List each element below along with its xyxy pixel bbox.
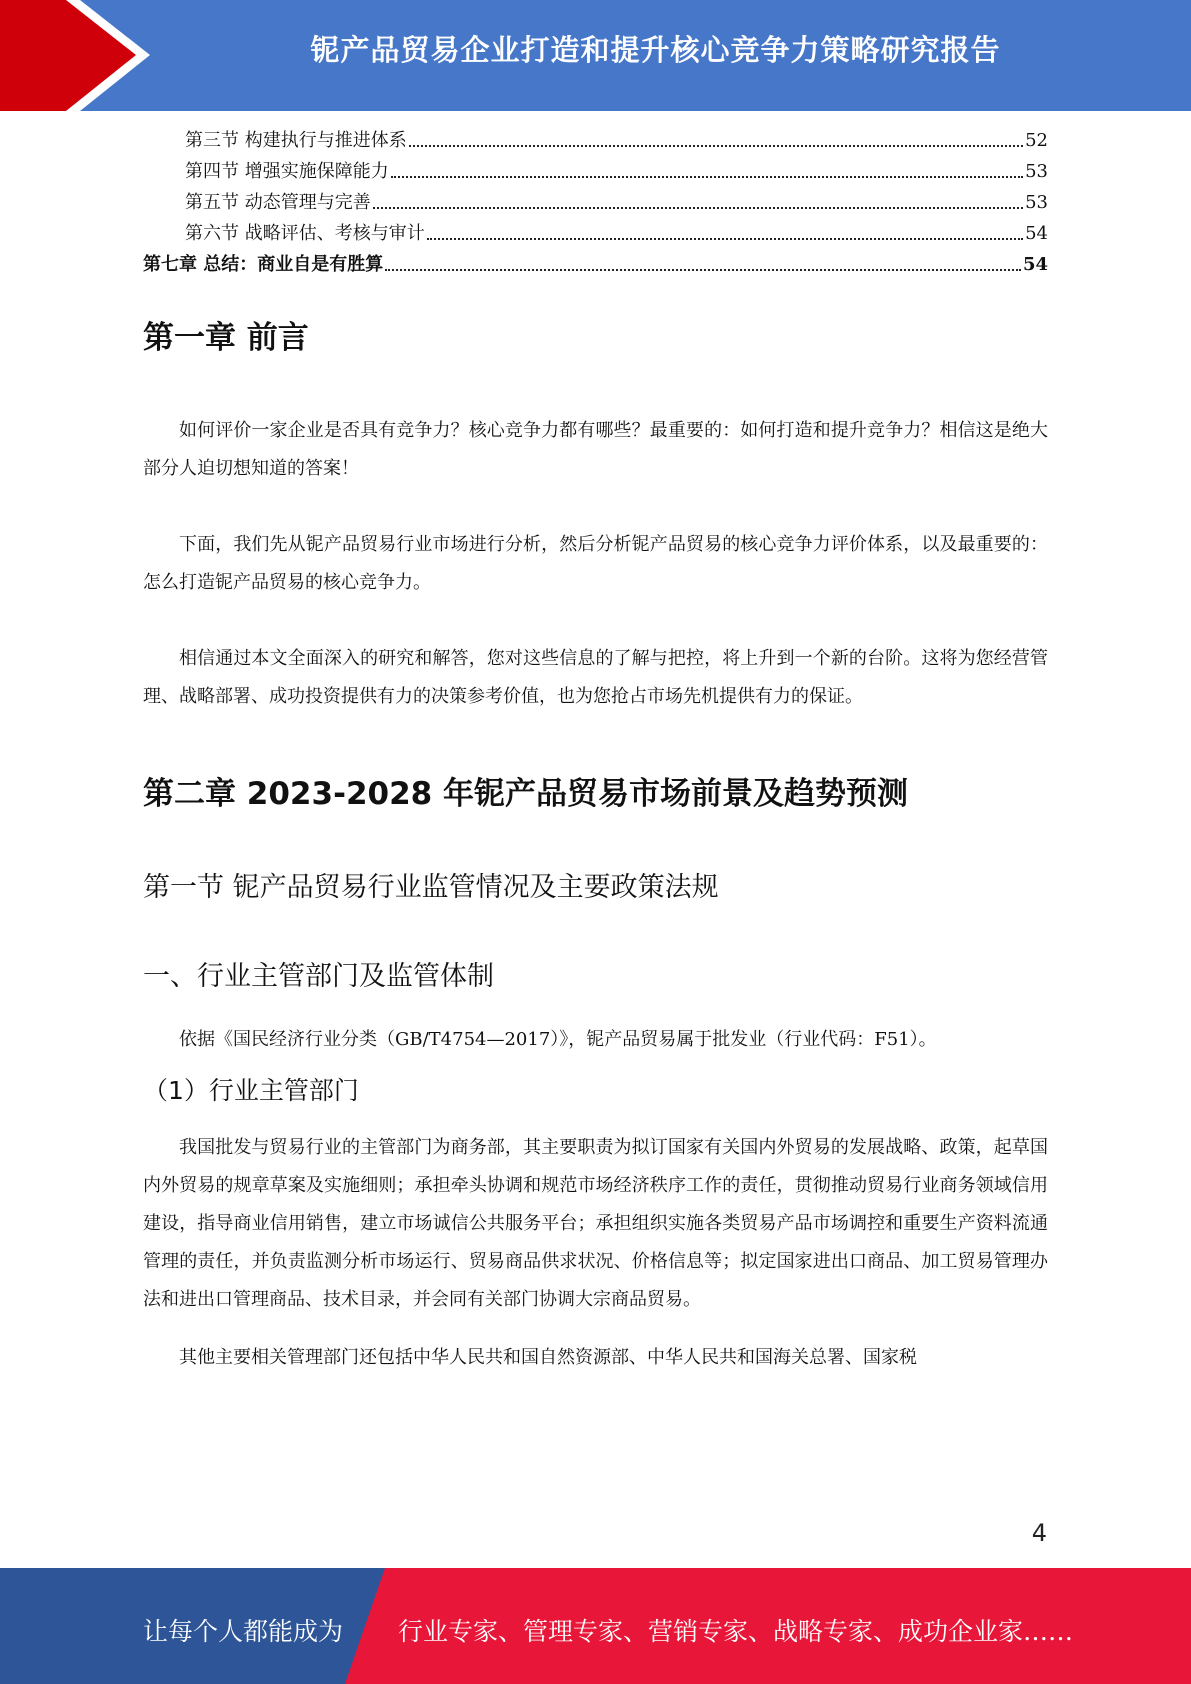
toc-leader-dots [409,145,1023,147]
toc-entry-label: 第四节 增强实施保障能力 [185,161,389,182]
toc-entry-page: 53 [1025,161,1048,182]
table-of-contents [143,125,1048,280]
footer-slogan-right: 行业专家、管理专家、营销专家、战略专家、成功企业家…… [398,1617,1074,1646]
body-paragraph: 如何评价一家企业是否具有竞争力？核心竞争力都有哪些？最重要的：如何打造和提升竞争力？相信这是绝大部分人迫切想知道的答案！ [143,420,1048,479]
toc-leader-dots [385,269,1021,271]
item-heading: （1）行业主管部门 [143,1076,359,1105]
page-header [0,0,1191,111]
footer-slogan-left: 让每个人都能成为 [143,1617,344,1646]
toc-entry-page: 52 [1025,130,1048,151]
chapter-1-heading: 第一章 前言 [143,320,309,356]
body-paragraph: 下面，我们先从铌产品贸易行业市场进行分析，然后分析铌产品贸易的核心竞争力评价体系，以及最重要的：怎么打造铌产品贸易的核心竞争力。 [143,534,1048,593]
toc-entry-page: 54 [1022,254,1048,275]
page-number: 4 [1031,1519,1047,1547]
body-paragraph: 依据《国民经济行业分类（GB/T4754—2017）》，铌产品贸易属于批发业（行业代码：F51）。 [179,1029,937,1050]
toc-entry-label: 第七章 总结：商业自是有胜算 [143,254,384,275]
subsection-heading: 一、行业主管部门及监管体制 [143,961,494,992]
body-paragraph: 我国批发与贸易行业的主管部门为商务部，其主要职责为拟订国家有关国内外贸易的发展战略、政策，起草国内外贸易的规章草案及实施细则；承担牵头协调和规范市场经济秩序工作的责任，贯彻推动贸易行业商务领域信用建设，指导商业信用销售，建立市场诚信公共服务平台；承担组织实施各类贸易产品市场调控和重要生产资料流通管理的责任，并负责监测分析市场运行、贸易商品供求状况、价格信息等；拟定国家进出口商品、加工贸易管理办法和进出口管理商品、技术目录，并会同有关部门协调大宗商品贸易。 [143,1137,1048,1310]
page-footer [0,1568,1191,1684]
toc-entry-label: 第六节 战略评估、考核与审计 [185,223,425,244]
toc-entry[interactable] [143,218,1048,249]
page-body [143,125,1048,1377]
toc-entry[interactable] [143,187,1048,218]
toc-chapter-entry[interactable] [143,249,1048,280]
toc-entry-page: 53 [1025,192,1048,213]
toc-entry-page: 54 [1025,223,1048,244]
toc-entry-label: 第三节 构建执行与推进体系 [185,130,407,151]
toc-leader-dots [373,207,1023,209]
body-paragraph: 相信通过本文全面深入的研究和解答，您对这些信息的了解与把控，将上升到一个新的台阶。这将为您经营管理、战略部署、成功投资提供有力的决策参考价值，也为您抢占市场先机提供有力的保证。 [143,648,1048,707]
toc-entry[interactable] [143,125,1048,156]
toc-entry[interactable] [143,156,1048,187]
report-title: 铌产品贸易企业打造和提升核心竞争力策略研究报告 [310,33,1001,67]
section-heading: 第一节 铌产品贸易行业监管情况及主要政策法规 [143,872,719,903]
body-paragraph: 其他主要相关管理部门还包括中华人民共和国自然资源部、中华人民共和国海关总署、国家税 [179,1347,917,1368]
chapter-2-heading: 第二章 2023-2028 年铌产品贸易市场前景及趋势预测 [143,776,909,812]
toc-leader-dots [427,238,1023,240]
toc-entry-label: 第五节 动态管理与完善 [185,192,371,213]
toc-leader-dots [391,176,1023,178]
